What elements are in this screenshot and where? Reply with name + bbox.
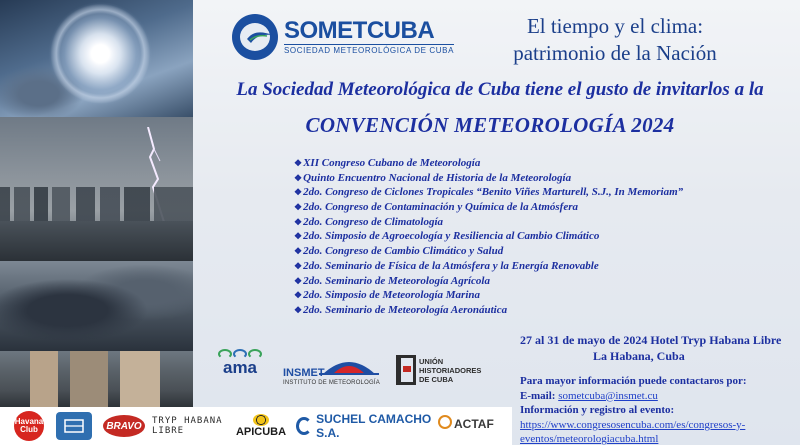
bullet-icon: ❖ [294, 172, 303, 183]
event-item-label: Quinto Encuentro Nacional de Historia de la Meteorología [303, 171, 572, 184]
event-item [294, 260, 683, 275]
insmet-logo: INSMET INSTITUTO DE METEOROLOGÍA [283, 356, 383, 388]
bullet-icon: ❖ [294, 290, 303, 301]
actaf-logo: ACTAF [438, 412, 508, 440]
bee-icon [253, 414, 269, 426]
email-link[interactable]: sometcuba@insmet.cu [558, 389, 658, 402]
ama-logo: ama [214, 349, 266, 385]
email-label: E-mail: [520, 389, 556, 402]
registration-url-part-1[interactable]: https://www.congresosencuba.com/es/congresos-y- [520, 418, 746, 431]
org-subtitle: SOCIEDAD METEOROLÓGICA DE CUBA [284, 46, 455, 55]
bullet-icon: ❖ [294, 275, 303, 286]
event-item-label: 2do. Simposio de Agroecología y Resiliencia al Cambio Climático [303, 230, 600, 243]
town-view-photo [0, 351, 193, 407]
sometcuba-emblem-icon [232, 14, 278, 60]
event-item [294, 275, 683, 290]
event-item [294, 216, 683, 231]
event-item [294, 186, 683, 201]
email-line [520, 389, 800, 404]
event-item [294, 304, 683, 319]
contact-info [520, 374, 800, 445]
city-skyline [0, 187, 193, 223]
sometcuba-logo [232, 14, 454, 60]
street-ground [0, 221, 193, 261]
event-item-label: 2do. Congreso de Ciclones Tropicales “Benito Viñes Marturell, S.J., In Memoriam” [303, 186, 684, 199]
insmet-dome-icon [319, 356, 379, 376]
bullet-icon: ❖ [294, 260, 303, 271]
suchel-camacho-logo: SUCHEL CAMACHO S.A. [296, 412, 436, 440]
more-info-text: Para mayor información puede contactaros por: [520, 375, 747, 387]
event-item-label: 2do. Congreso de Climatología [303, 215, 444, 228]
bullet-icon: ❖ [294, 304, 303, 315]
event-item-label: 2do. Seminario de Meteorología Agrícola [303, 274, 490, 287]
event-item [294, 172, 683, 187]
event-list [294, 157, 683, 319]
convention-title: CONVENCIÓN METEOROLOGÍA 2024 [305, 113, 675, 137]
bullet-icon: ❖ [294, 216, 303, 227]
registration-url-part-2[interactable]: eventos/meteorologiacuba.html [520, 433, 659, 445]
event-item-label: 2do. Seminario de Física de la Atmósfera y la Energía Renovable [303, 259, 599, 272]
headline-line-1: El tiempo y el clima: [526, 14, 704, 38]
event-item-label: 2do. Congreso de Cambio Climático y Salud [303, 245, 504, 258]
event-item [294, 157, 683, 172]
headline [490, 13, 740, 67]
event-item [294, 230, 683, 245]
event-item [294, 245, 683, 260]
tryp-habana-libre-logo: TRYP HABANA LIBRE [152, 416, 223, 436]
sponsor-bar [0, 407, 512, 445]
event-city: La Habana, Cuba [593, 349, 685, 363]
uhc-emblem-icon [396, 355, 416, 385]
lightning-storm-photo [0, 117, 193, 261]
actaf-subtitle [438, 431, 439, 437]
union-historiadores-logo: UNIÓN HISTORIADORES DE CUBA [396, 353, 491, 387]
heritage-logo [56, 412, 92, 440]
apicuba-logo: APICUBA [232, 409, 290, 443]
event-item-label: 2do. Seminario de Meteorología Aeronáutica [303, 303, 508, 316]
event-item-label: XII Congreso Cubano de Meteorología [303, 157, 481, 169]
event-item [294, 201, 683, 216]
suchel-mark-icon [296, 417, 312, 435]
dates-venue: 27 al 31 de mayo de 2024 Hotel Tryp Habana Libre [520, 333, 782, 347]
bullet-icon: ❖ [294, 246, 303, 257]
org-name: SOMETCUBA [284, 17, 435, 44]
shelf-cloud-photo [0, 261, 193, 351]
event-item [294, 289, 683, 304]
bullet-icon: ❖ [294, 202, 303, 213]
registration-label: Información y registro al evento: [520, 404, 675, 417]
invitation-text: La Sociedad Meteorológica de Cuba tiene el gusto de invitarlos a la [236, 79, 764, 100]
bullet-icon: ❖ [294, 158, 303, 168]
headline-line-2: patrimonio de la Nación [513, 41, 717, 65]
sun-halo-photo [0, 0, 193, 117]
bullet-icon: ❖ [294, 231, 303, 242]
event-details [520, 332, 790, 364]
havana-club-logo: Havana Club [14, 411, 44, 441]
bravo-logo: BRAVO [103, 415, 145, 437]
event-item-label: 2do. Congreso de Contaminación y Química de la Atmósfera [303, 201, 578, 214]
bullet-icon: ❖ [294, 187, 303, 198]
event-item-label: 2do. Simposio de Meteorología Marina [303, 289, 481, 302]
